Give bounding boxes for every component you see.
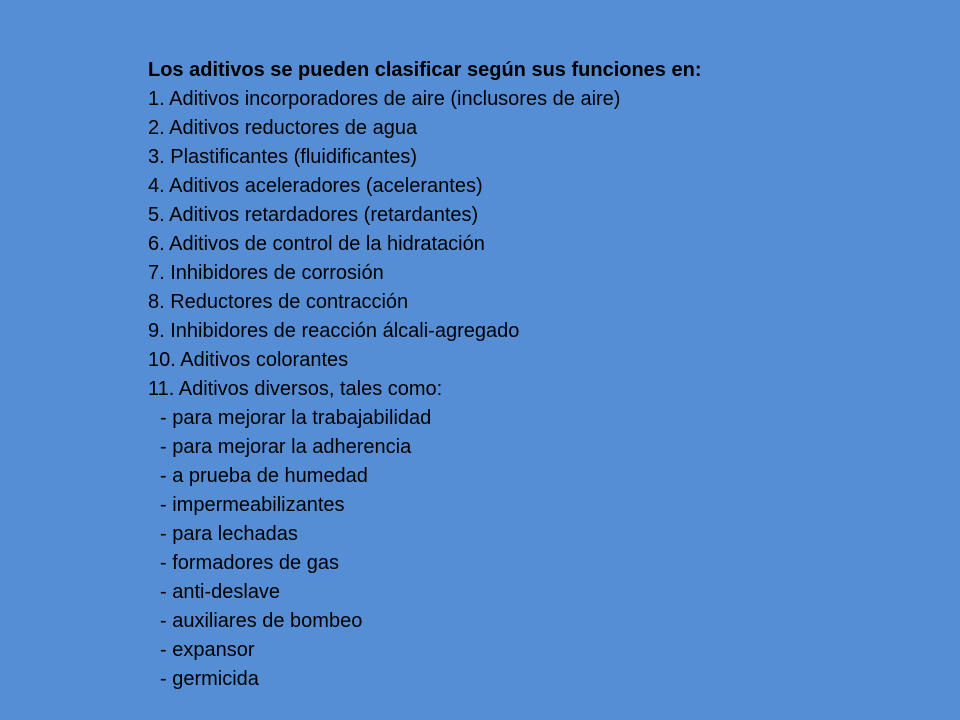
list-item: 1. Aditivos incorporadores de aire (inclusores de aire)	[148, 88, 621, 110]
sublist-item: - expansor	[160, 639, 255, 661]
sublist-item: - a prueba de humedad	[160, 465, 368, 487]
sublist-item: - formadores de gas	[160, 552, 339, 574]
sublist-item: - germicida	[160, 668, 259, 690]
slide-heading: Los aditivos se pueden clasificar según sus funciones en:	[148, 59, 702, 81]
sublist-item: - impermeabilizantes	[160, 494, 345, 516]
list-item: 2. Aditivos reductores de agua	[148, 117, 418, 139]
sublist-item: - para mejorar la trabajabilidad	[160, 407, 432, 429]
slide-content	[148, 56, 928, 694]
list-item: 5. Aditivos retardadores (retardantes)	[148, 204, 479, 226]
sublist-item: - para mejorar la adherencia	[160, 436, 412, 458]
sublist-item: - anti-deslave	[160, 581, 281, 603]
miscellaneous-additive-sublist	[148, 404, 928, 694]
list-item: 10. Aditivos colorantes	[148, 349, 349, 371]
list-item: 3. Plastificantes (fluidificantes)	[148, 146, 418, 168]
list-item: 4. Aditivos aceleradores (acelerantes)	[148, 175, 483, 197]
list-item: 8. Reductores de contracción	[148, 291, 409, 313]
list-item: 9. Inhibidores de reacción álcali-agregado	[148, 320, 520, 342]
sublist-item: - para lechadas	[160, 523, 298, 545]
list-item: 7. Inhibidores de corrosión	[148, 262, 384, 284]
list-item: 6. Aditivos de control de la hidratación	[148, 233, 485, 255]
additive-list	[148, 85, 928, 404]
sublist-item: - auxiliares de bombeo	[160, 610, 363, 632]
list-item: 11. Aditivos diversos, tales como:	[148, 378, 443, 400]
